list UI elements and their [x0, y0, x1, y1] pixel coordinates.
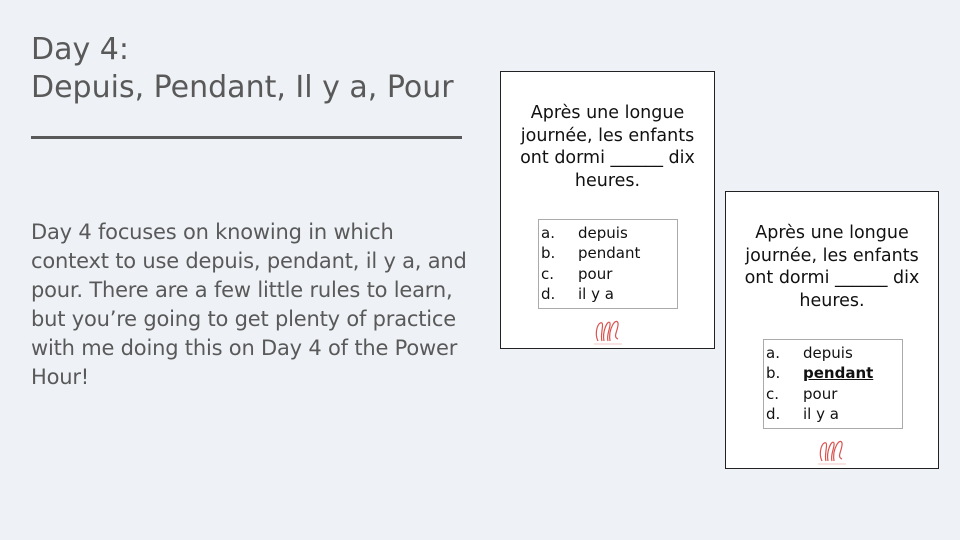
option-text: il y a: [803, 404, 839, 423]
option-text: pour: [578, 264, 613, 283]
option-d: [766, 404, 902, 424]
quiz-question: Après une longue journée, les enfants ont dormi ______ dix heures.: [744, 223, 920, 311]
option-text: pendant: [578, 244, 641, 263]
slide-title-line-2: Depuis, Pendant, Il y a, Pour: [31, 70, 454, 105]
quiz-card-unanswered: [500, 71, 715, 349]
option-text: depuis: [578, 224, 628, 242]
option-text: il y a: [578, 284, 614, 303]
option-a: [766, 343, 902, 363]
option-b: [541, 243, 677, 263]
option-letter: c.: [541, 264, 555, 283]
option-letter: d.: [541, 284, 556, 303]
option-letter: b.: [766, 364, 781, 383]
option-a: [541, 223, 677, 243]
option-c: [541, 264, 677, 284]
slide-title: [31, 31, 454, 107]
correct-answer-text: pendant: [803, 364, 874, 383]
option-letter: c.: [766, 384, 780, 403]
quiz-question: Après une longue journée, les enfants ont dormi ______ dix heures.: [520, 103, 695, 191]
option-text: pour: [803, 384, 838, 403]
option-letter: b.: [541, 244, 556, 263]
option-b-correct: [766, 363, 902, 383]
quiz-card-answered: [725, 191, 939, 469]
option-letter: d.: [766, 404, 781, 423]
logo-flourish-icon: [588, 315, 628, 347]
option-letter: a.: [541, 224, 555, 242]
answer-options: [763, 339, 903, 429]
option-c: [766, 384, 902, 404]
option-text: depuis: [803, 344, 853, 362]
answer-options: [538, 219, 678, 309]
option-letter: a.: [766, 344, 780, 362]
title-divider: [31, 136, 462, 139]
option-d: [541, 284, 677, 304]
slide-body-text: Day 4 focuses on knowing in which context to use depuis, pendant, il y a, and pour. There are a few little rules to learn, but you’re going to get plenty of practice with me doing this on Day 4 of the Power Hour!: [31, 220, 467, 389]
slide-title-line-1: Day 4:: [31, 32, 129, 67]
logo-flourish-icon: [812, 435, 852, 467]
